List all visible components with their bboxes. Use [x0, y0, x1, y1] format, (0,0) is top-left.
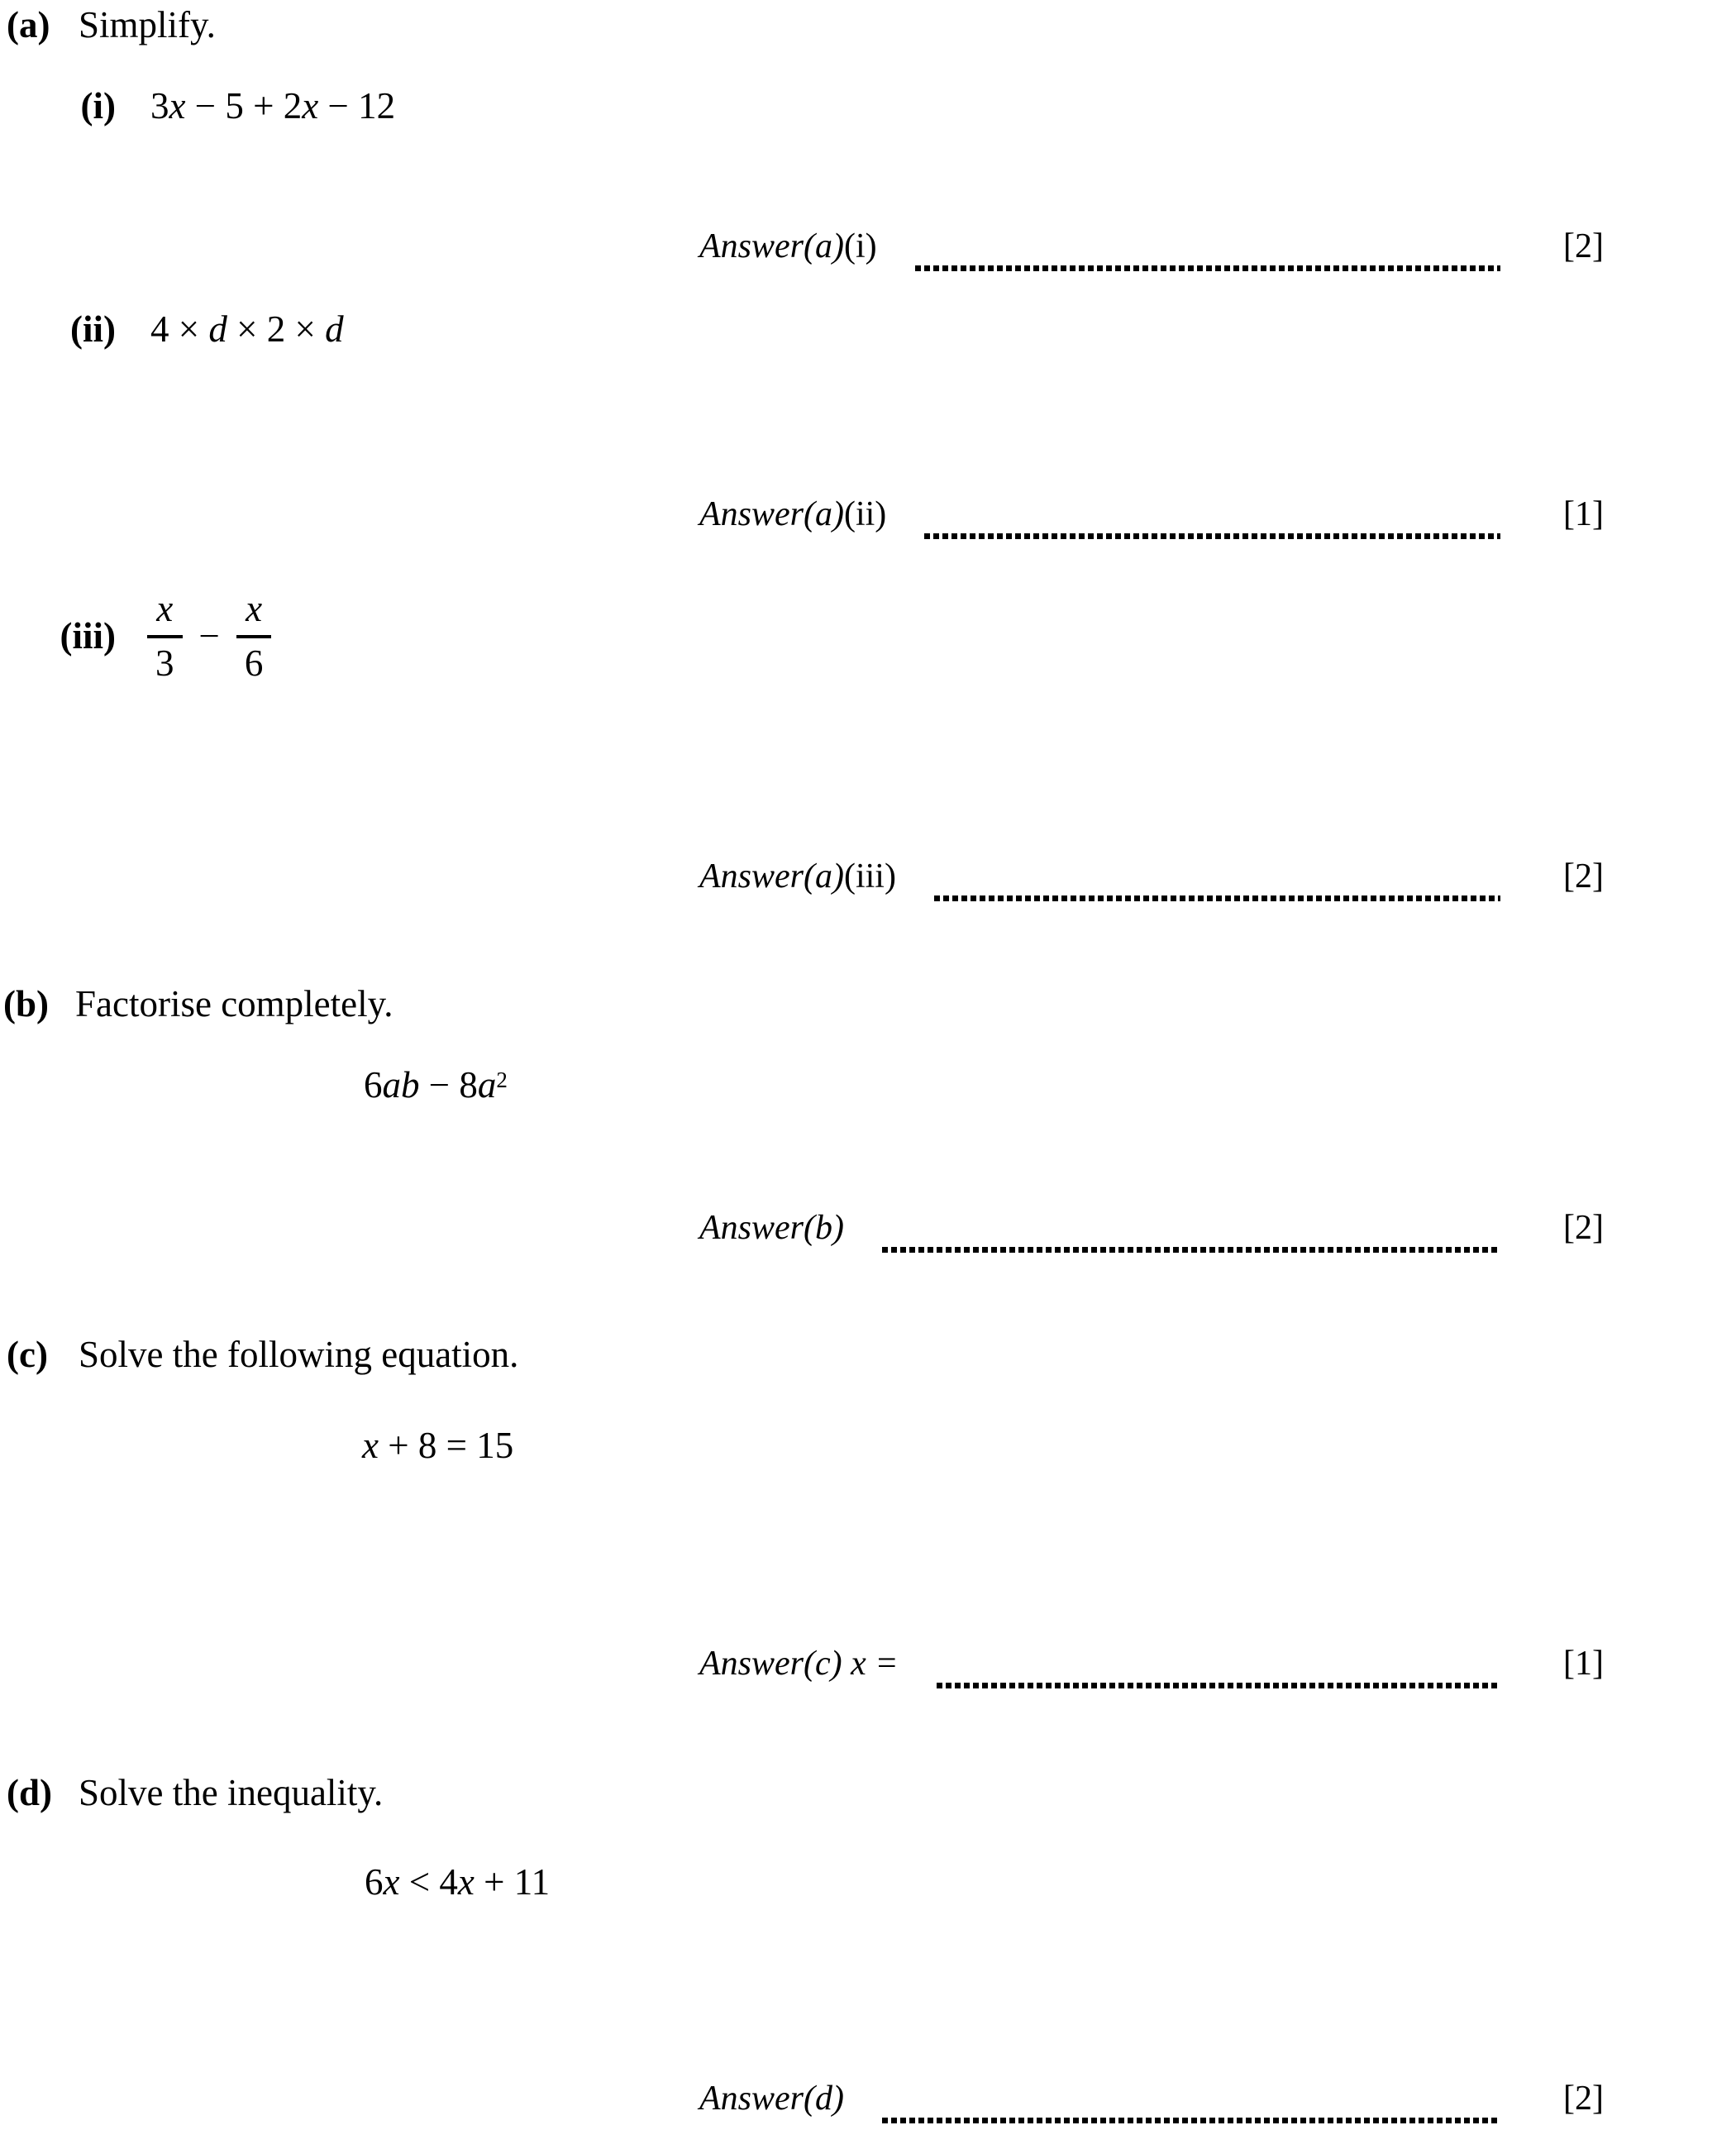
- part-a-prompt: Simplify.: [79, 4, 216, 45]
- answer-row-a-ii: [699, 490, 1604, 539]
- dotted-answer-line: [934, 895, 1500, 901]
- marks-b: [2]: [1563, 1209, 1604, 1247]
- part-c-prompt: Solve the following equation.: [79, 1334, 519, 1375]
- part-d-prompt: Solve the inequality.: [79, 1772, 384, 1813]
- answer-a-iii-label: Answer(a)(iii): [699, 857, 896, 895]
- answer-a-ii-label: Answer(a)(ii): [699, 495, 887, 533]
- answer-a-i-label: Answer(a)(i): [699, 227, 877, 265]
- part-a-i-label: (i): [80, 85, 116, 127]
- part-a-ii-row: [7, 309, 344, 351]
- part-a-iii-label: (iii): [60, 615, 116, 657]
- dotted-answer-line: [937, 1683, 1500, 1688]
- fraction-x-over-6: [236, 587, 272, 685]
- marks-d: [2]: [1563, 2080, 1604, 2118]
- dotted-answer-line: [924, 533, 1500, 539]
- fraction-numerator: x: [246, 588, 263, 629]
- minus-operator: −: [198, 615, 220, 657]
- dotted-answer-line: [882, 1247, 1500, 1253]
- part-a-i-expression: 3x − 5 + 2x − 12: [150, 85, 396, 127]
- part-c-label: (c): [7, 1334, 48, 1375]
- part-d-heading: [7, 1773, 383, 1814]
- answer-b-label: Answer(b): [699, 1209, 844, 1247]
- answer-row-c: [699, 1639, 1604, 1688]
- part-a-heading: [7, 5, 216, 46]
- fraction-numerator: x: [156, 588, 174, 629]
- marks-a-i: [2]: [1563, 227, 1604, 265]
- marks-a-ii: [1]: [1563, 495, 1604, 533]
- marks-a-iii: [2]: [1563, 857, 1604, 895]
- answer-row-a-i: [699, 222, 1604, 271]
- part-b-label: (b): [3, 983, 49, 1024]
- marks-c: [1]: [1563, 1645, 1604, 1683]
- dotted-answer-line: [882, 2118, 1500, 2123]
- part-b-prompt: Factorise completely.: [75, 983, 393, 1024]
- answer-row-a-iii: [699, 852, 1604, 901]
- part-a-ii-label: (ii): [70, 308, 116, 350]
- part-b-heading: [3, 984, 393, 1025]
- part-d-expression: 6x < 4x + 11: [365, 1861, 551, 1903]
- fraction-denominator: 3: [147, 635, 183, 685]
- answer-c-label: Answer(c) x =: [699, 1645, 899, 1683]
- part-d-label: (d): [7, 1772, 52, 1813]
- answer-d-label: Answer(d): [699, 2080, 844, 2118]
- answer-row-b: [699, 1203, 1604, 1253]
- part-a-label: (a): [7, 4, 50, 45]
- part-b-expression: $6ab - 8a^2$: [364, 1064, 508, 1106]
- dotted-answer-line: [915, 265, 1500, 271]
- part-a-iii-row: [7, 587, 271, 685]
- part-c-heading: [7, 1335, 518, 1376]
- part-c-expression: x + 8 = 15: [362, 1425, 514, 1466]
- fraction-denominator: 6: [236, 635, 272, 685]
- answer-row-d: [699, 2074, 1604, 2123]
- fraction-x-over-3: [147, 587, 183, 685]
- part-a-i-row: [7, 86, 395, 127]
- part-a-ii-expression: 4 × d × 2 × d: [150, 308, 344, 350]
